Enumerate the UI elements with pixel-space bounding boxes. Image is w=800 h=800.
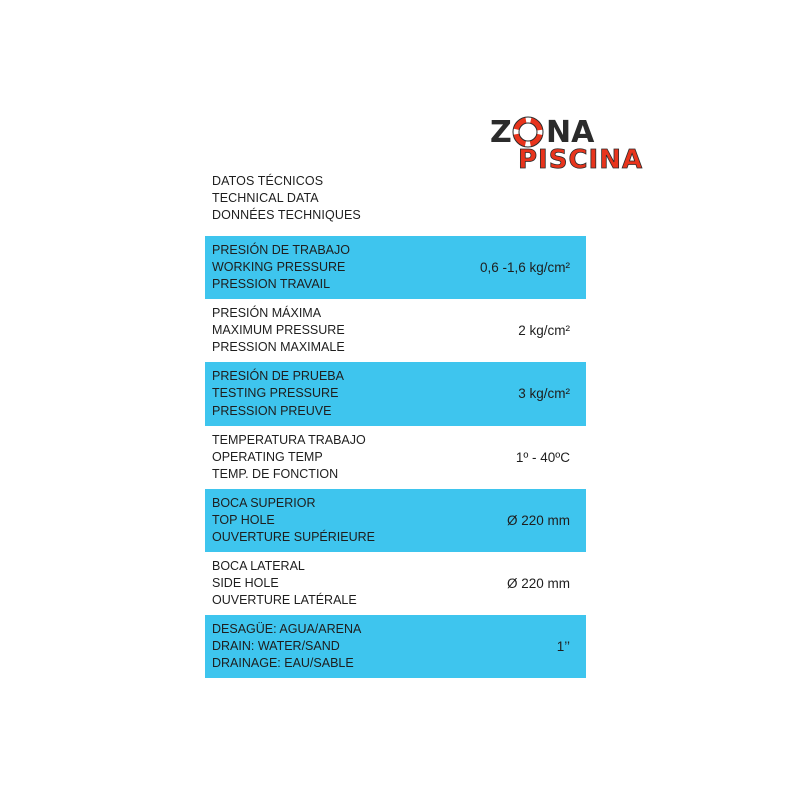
spec-value: Ø 220 mm [506,512,570,528]
technical-specs-table [205,236,586,678]
spec-label-fr: OUVERTURE LATÉRALE [212,593,357,608]
spec-label-fr: PRESSION PREUVE [212,403,332,418]
spec-label-fr: OUVERTURE SUPÉRIEURE [212,530,375,545]
spec-row-drain [205,615,586,678]
lifebuoy-icon [513,117,543,147]
logo-word-piscina: PISCINA [518,145,644,170]
spec-label-es: DESAGÜE: AGUA/ARENA [212,621,362,636]
spec-row-operating-temp [205,426,586,489]
spec-label-en: MAXIMUM PRESSURE [212,322,345,337]
spec-label-fr: DRAINAGE: EAU/SABLE [212,656,354,671]
spec-value: Ø 220 mm [506,575,570,591]
spec-row-maximum-pressure [205,299,586,362]
logo-letter-z: Z [490,115,512,150]
spec-label-en: TOP HOLE [212,512,275,527]
spec-label-es: TEMPERATURA TRABAJO [212,432,366,447]
spec-row-top-hole [205,489,586,552]
spec-value: 1’’ [556,638,570,654]
spec-value: 2 kg/cm² [518,322,570,338]
spec-value: 1º - 40ºC [515,449,570,465]
spec-label-fr: TEMP. DE FONCTION [212,467,339,482]
heading-en: TECHNICAL DATA [212,191,319,205]
spec-label-en: SIDE HOLE [212,575,279,590]
spec-label-fr: PRESSION MAXIMALE [212,340,345,355]
technical-data-heading [212,173,361,224]
spec-row-side-hole [205,552,586,615]
heading-es: DATOS TÉCNICOS [212,174,324,188]
spec-label-es: PRESIÓN DE PRUEBA [212,369,344,384]
spec-row-testing-pressure [205,362,586,426]
spec-label-fr: PRESSION TRAVAIL [212,277,331,292]
spec-label-en: WORKING PRESSURE [212,259,346,274]
spec-label-es: PRESIÓN DE TRABAJO [212,242,350,257]
spec-label-es: PRESIÓN MÁXIMA [212,305,322,320]
logo-letters-na: NA [546,115,595,150]
heading-fr: DONNÉES TECHNIQUES [212,208,361,222]
spec-value: 3 kg/cm² [518,386,570,402]
spec-label-en: TESTING PRESSURE [212,386,339,401]
spec-label-es: BOCA SUPERIOR [212,495,316,510]
spec-value: 0,6 -1,6 kg/cm² [479,259,570,275]
spec-row-working-pressure [205,236,586,299]
zona-piscina-logo [488,112,688,170]
spec-label-en: DRAIN: WATER/SAND [212,638,340,653]
spec-label-es: BOCA LATERAL [212,558,305,573]
spec-label-en: OPERATING TEMP [212,449,323,464]
